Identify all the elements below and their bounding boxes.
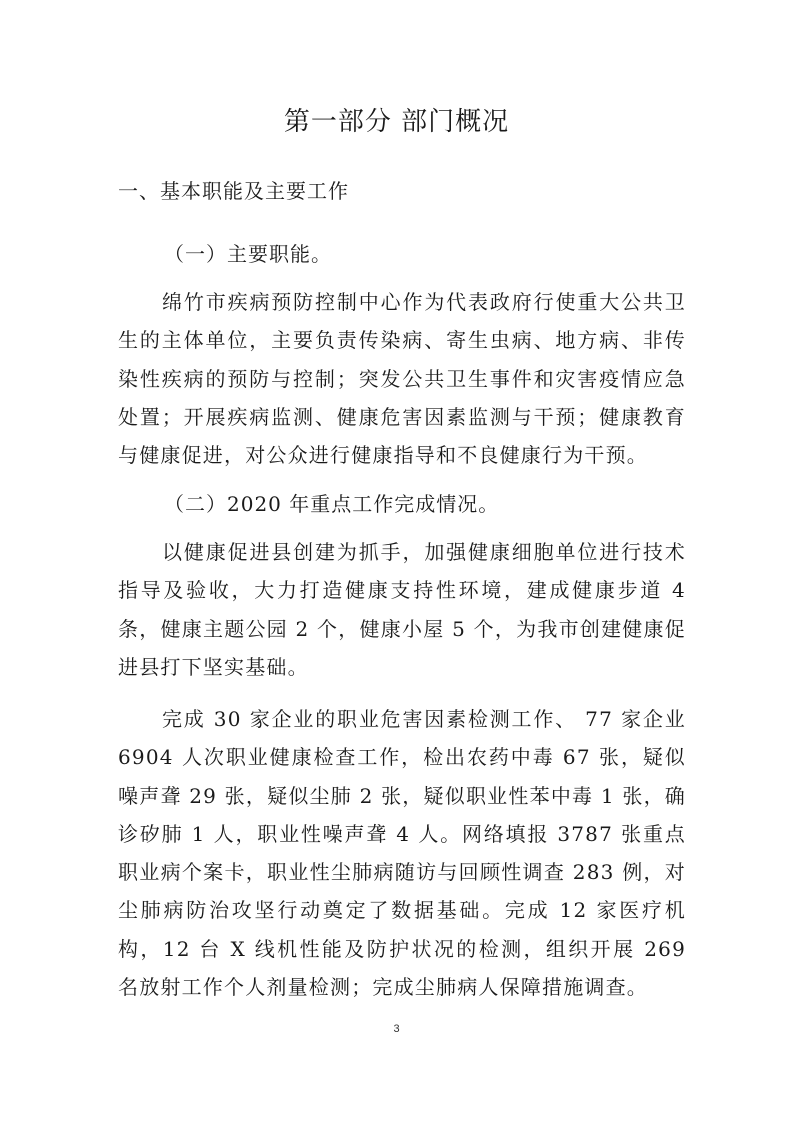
page-title: 第一部分 部门概况 (283, 107, 510, 137)
paragraph-functions: 绵竹市疾病预防控制中心作为代表政府行使重大公共卫生的主体单位，主要负责传染病、寄生虫病、地方病、非传染性疾病的预防与控制；突发公共卫生事件和灾害疫情应急处置；开展疾病监测、健康危害因素监测与干预；健康教育与健康促进，对公众进行健康指导和不良健康行为干预。 (118, 290, 686, 468)
page-number: 3 (393, 1023, 400, 1035)
paragraph-health-promotion: 以健康促进县创建为抓手，加强健康细胞单位进行技术指导及验收，大力打造健康支持性环境，建成健康步道 4 条，健康主题公园 2 个，健康小屋 5 个，为我市创建健康促进县打下坚实基础。 (118, 540, 686, 679)
subsection-heading-2020-work: （二）2020 年重点工作完成情况。 (164, 492, 500, 516)
paragraph-occupational-health: 完成 30 家企业的职业危害因素检测工作、 77 家企业 6904 人次职业健康检查工作，检出农药中毒 67 张，疑似噪声聋 29 张，疑似尘肺 2 张，疑似职业性苯中毒 1 张，确诊矽肺 1 人，职业性噪声聋 4 人。网络填报 3787 张重点职业病个案卡，职业性尘肺病随访与回顾性调查 283 例，对尘肺病防治攻坚行动奠定了数据基础。完成 12 家医疗机构，12 台 X 线机性能及防护状况的检测，组织开展 269 名放射工作个人剂量检测；完成尘肺病人保障措施调查。 (118, 707, 686, 1000)
section-heading: 一、基本职能及主要工作 (118, 179, 349, 203)
subsection-heading-functions: （一）主要职能。 (164, 242, 332, 266)
